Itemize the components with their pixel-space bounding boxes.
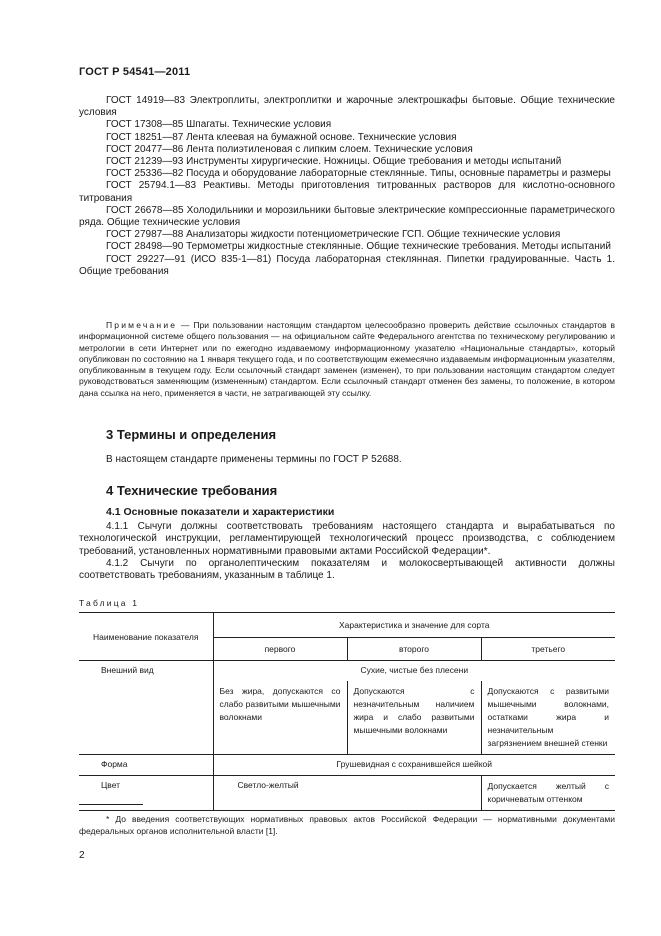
subsection-4-1-heading: 4.1 Основные показатели и характеристики [106, 506, 335, 518]
form-value: Грушевидная с сохранившейся шейкой [213, 755, 615, 776]
page-header: ГОСТ Р 54541—2011 [79, 66, 191, 78]
reference-item: ГОСТ 28498—90 Термометры жидкостные стеклянные. Общие технические требования. Методы испытаний [106, 241, 611, 253]
reference-item: ГОСТ 21239—93 Инструменты хирургические. Ножницы. Общие требования и методы испытаний [106, 156, 562, 168]
note-text: — При пользовании настоящим стандартом целесообразно проверить действие ссылочных стандартов в информационной системе общего пользования — на официальном сайте Федерального агентства по техническому регулированию и метрологии в сети Интернет или по ежегодно издаваемому информационному указателю «Национальные стандарты», который опубликован по состоянию на 1 января текущего года, и по соответствующим ежемесячно издаваемым информационным указателям, опубликованным в текущем году. Если ссылочный стандарт заменен (изменен), то при пользовании настоящим стандартом следует руководствоваться заменяющим (измененным) стандартом. Если ссылочный стандарт отменен без замены, то положение, в котором дана ссылка на него, применяется в части, не затрагивающей эту ссылку. [79, 320, 615, 398]
appearance-grade-1: Без жира, допускаются со слабо развитыми мышечными волокнами [219, 686, 341, 722]
paragraph-4-1-2: 4.1.2 Сычуги по органолептическим показателям и молокосвертывающей активности должны соответствовать требованиям, указанным в таблице 1. [79, 558, 615, 582]
appearance-grade-2: Допускаются с незначительным наличием жира и слабо развитыми мышечными волокнами [347, 681, 481, 755]
table-row [79, 776, 615, 811]
reference-item: ГОСТ 25794.1—83 Реактивы. Методы приготовления титрованных растворов для кислотно-основного титрования [79, 180, 615, 204]
reference-item: ГОСТ 20477—86 Лента полиэтиленовая с липким слоем. Технические условия [106, 143, 473, 155]
column-header-grade-3: третьего [481, 638, 615, 661]
column-header-group: Характеристика и значение для сорта [213, 613, 615, 638]
table-1 [79, 612, 615, 811]
color-grades-1-2: Светло-желтый [213, 776, 481, 811]
note-paragraph [79, 320, 615, 399]
reference-item: ГОСТ 27987—88 Анализаторы жидкости потенциометрические ГСП. Общие технические условия [106, 229, 561, 241]
section-3-heading: 3 Термины и определения [106, 427, 277, 442]
section-4-heading: 4 Технические требования [106, 483, 278, 498]
row-label-color: Цвет [79, 776, 213, 811]
reference-item: ГОСТ 17308—85 Шпагаты. Технические условия [106, 119, 332, 131]
row-label-form: Форма [79, 755, 213, 776]
reference-item: ГОСТ 14919—83 Электроплиты, электроплитки и жарочные электрошкафы бытовые. Общие технические условия [79, 95, 615, 119]
reference-item: ГОСТ 29227—91 (ИСО 835-1—81) Посуда лабораторная стеклянная. Пипетки градуированные. Часть 1. Общие требования [79, 253, 615, 277]
page-number: 2 [79, 850, 85, 861]
row-label-appearance: Внешний вид [79, 661, 213, 755]
section-3-text: В настоящем стандарте применены термины по ГОСТ Р 52688. [106, 454, 402, 465]
reference-item: ГОСТ 18251—87 Лента клеевая на бумажной основе. Технические условия [106, 131, 457, 143]
color-grade-3: Допускается желтый с коричневатым оттенком [481, 776, 615, 811]
column-header-grade-2: второго [347, 638, 481, 661]
table-caption: Таблица 1 [79, 598, 140, 608]
reference-item: ГОСТ 26678—85 Холодильники и морозильники бытовые электрические компрессионные параметрического ряда. Общие технические условия [79, 204, 615, 229]
note-lead: Примечание [106, 320, 178, 330]
column-header-indicator: Наименование показателя [79, 613, 213, 661]
appearance-grade-3: Допускаются с развитыми мышечными волокнами, остатками жира и незначительным загрязнением внешней стенки [487, 686, 610, 748]
column-header-grade-1: первого [213, 638, 347, 661]
reference-item: ГОСТ 25336—82 Посуда и оборудование лабораторные стеклянные. Типы, основные параметры и размеры [106, 168, 611, 180]
reference-list [79, 95, 615, 278]
footnote: * До введения соответствующих нормативных правовых актов Российской Федерации — нормативными документами федеральных органов исполнительной власти [1]. [79, 814, 615, 836]
paragraph-4-1-1: 4.1.1 Сычуги должны соответствовать требованиям настоящего стандарта и вырабатываться по технологической инструкции, регламентирующей технологический процесс производства, с соблюдением требований, установленных нормативными правовыми актами Российской Федерации*. [79, 521, 615, 557]
table-row [79, 661, 615, 682]
footnote-divider [79, 804, 143, 805]
appearance-common-value: Сухие, чистые без плесени [360, 665, 469, 675]
table-row [79, 755, 615, 776]
